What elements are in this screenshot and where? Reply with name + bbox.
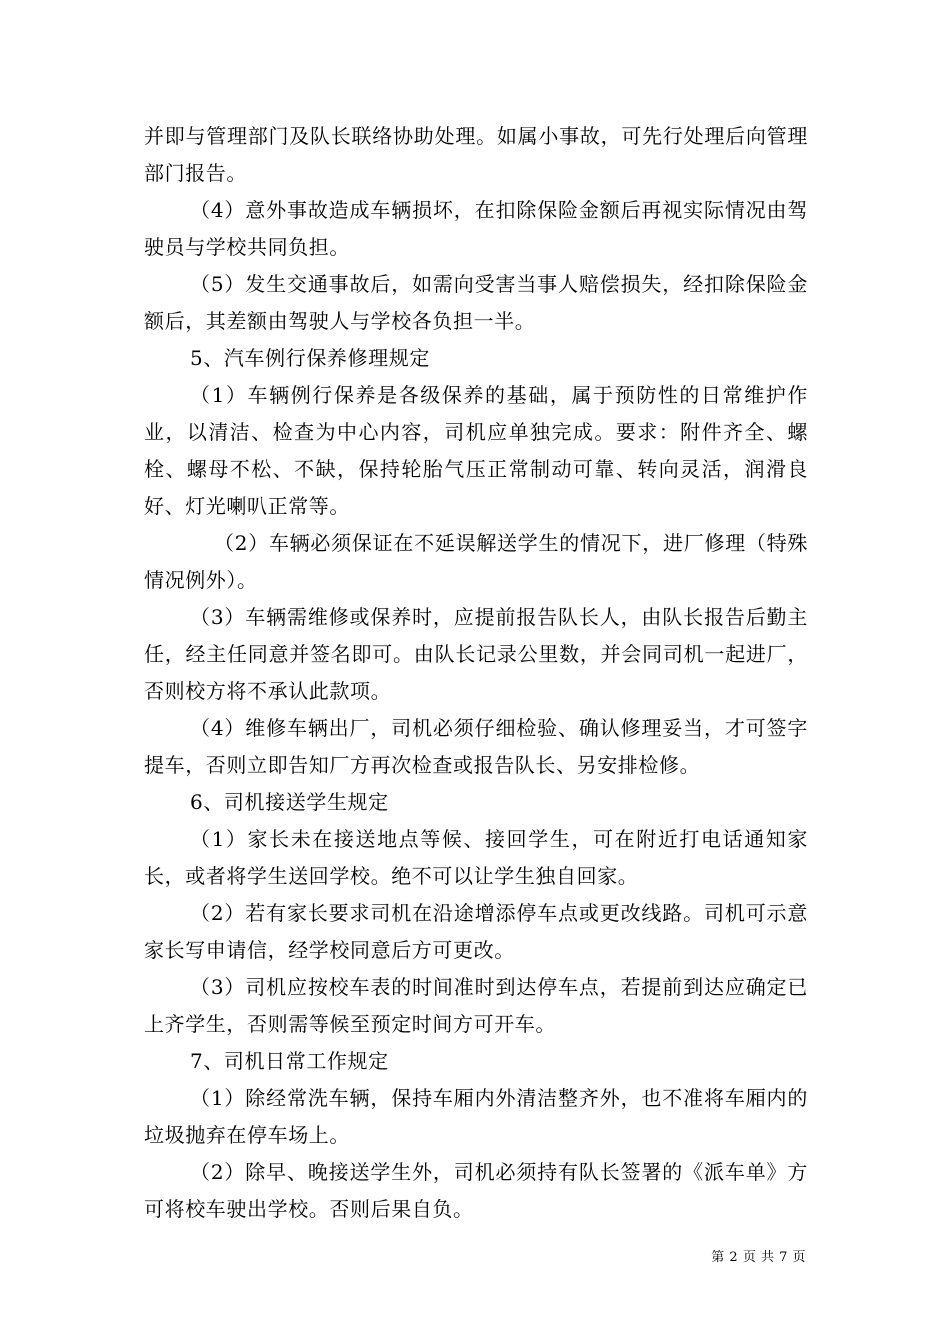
- paragraph-item-3: （3）车辆需维修或保养时，应提前报告队长人，由队长报告后勤主任，经主任同意并签名即可。由队长记录公里数，并会同司机一起进厂，否则校方将不承认此款项。: [144, 605, 808, 703]
- section-heading-7: 7、司机日常工作规定: [190, 1049, 389, 1073]
- paragraph-item-2: （2）车辆必须保证在不延误解送学生的情况下，进厂修理（特殊情况例外）。: [144, 531, 808, 592]
- page-number: 第 2 页 共 7 页: [711, 1250, 806, 1265]
- paragraph-item-4b: （4）维修车辆出厂，司机必须仔细检验、确认修理妥当，才可签字提车，否则立即告知厂方再次检查或报告队长、另安排检修。: [144, 716, 808, 777]
- paragraph-continuation: 并即与管理部门及队长联络协助处理。如属小事故，可先行处理后向管理部门报告。: [144, 124, 808, 185]
- paragraph-item-1: （1）车辆例行保养是各级保养的基础，属于预防性的日常维护作业，以清洁、检查为中心内容，司机应单独完成。要求：附件齐全、螺栓、螺母不松、不缺，保持轮胎气压正常制动可靠、转向灵活，润滑良好、灯光喇叭正常等。: [144, 383, 808, 518]
- section-heading-6: 6、司机接送学生规定: [190, 790, 389, 814]
- paragraph-item-5: （5）发生交通事故后，如需向受害当事人赔偿损失，经扣除保险金额后，其差额由驾驶人与学校各负担一半。: [144, 272, 808, 333]
- document-body: [144, 118, 808, 1228]
- paragraph-item-4: （4）意外事故造成车辆损坏，在扣除保险金额后再视实际情况由驾驶员与学校共同负担。: [144, 198, 808, 259]
- paragraph-item-3b: （3）司机应按校车表的时间准时到达停车点，若提前到达应确定已上齐学生，否则需等候至预定时间方可开车。: [144, 975, 808, 1036]
- paragraph-item-1c: （1）除经常洗车辆，保持车厢内外清洁整齐外，也不准将车厢内的垃圾抛弃在停车场上。: [144, 1086, 808, 1147]
- paragraph-item-1b: （1）家长未在接送地点等候、接回学生，可在附近打电话通知家长，或者将学生送回学校。绝不可以让学生独自回家。: [144, 827, 808, 888]
- paragraph-item-2c: （2）除早、晚接送学生外，司机必须持有队长签署的《派车单》方可将校车驶出学校。否则后果自负。: [144, 1160, 808, 1221]
- section-heading-5: 5、汽车例行保养修理规定: [190, 346, 430, 370]
- paragraph-item-2b: （2）若有家长要求司机在沿途增添停车点或更改线路。司机可示意家长写申请信，经学校同意后方可更改。: [144, 901, 808, 962]
